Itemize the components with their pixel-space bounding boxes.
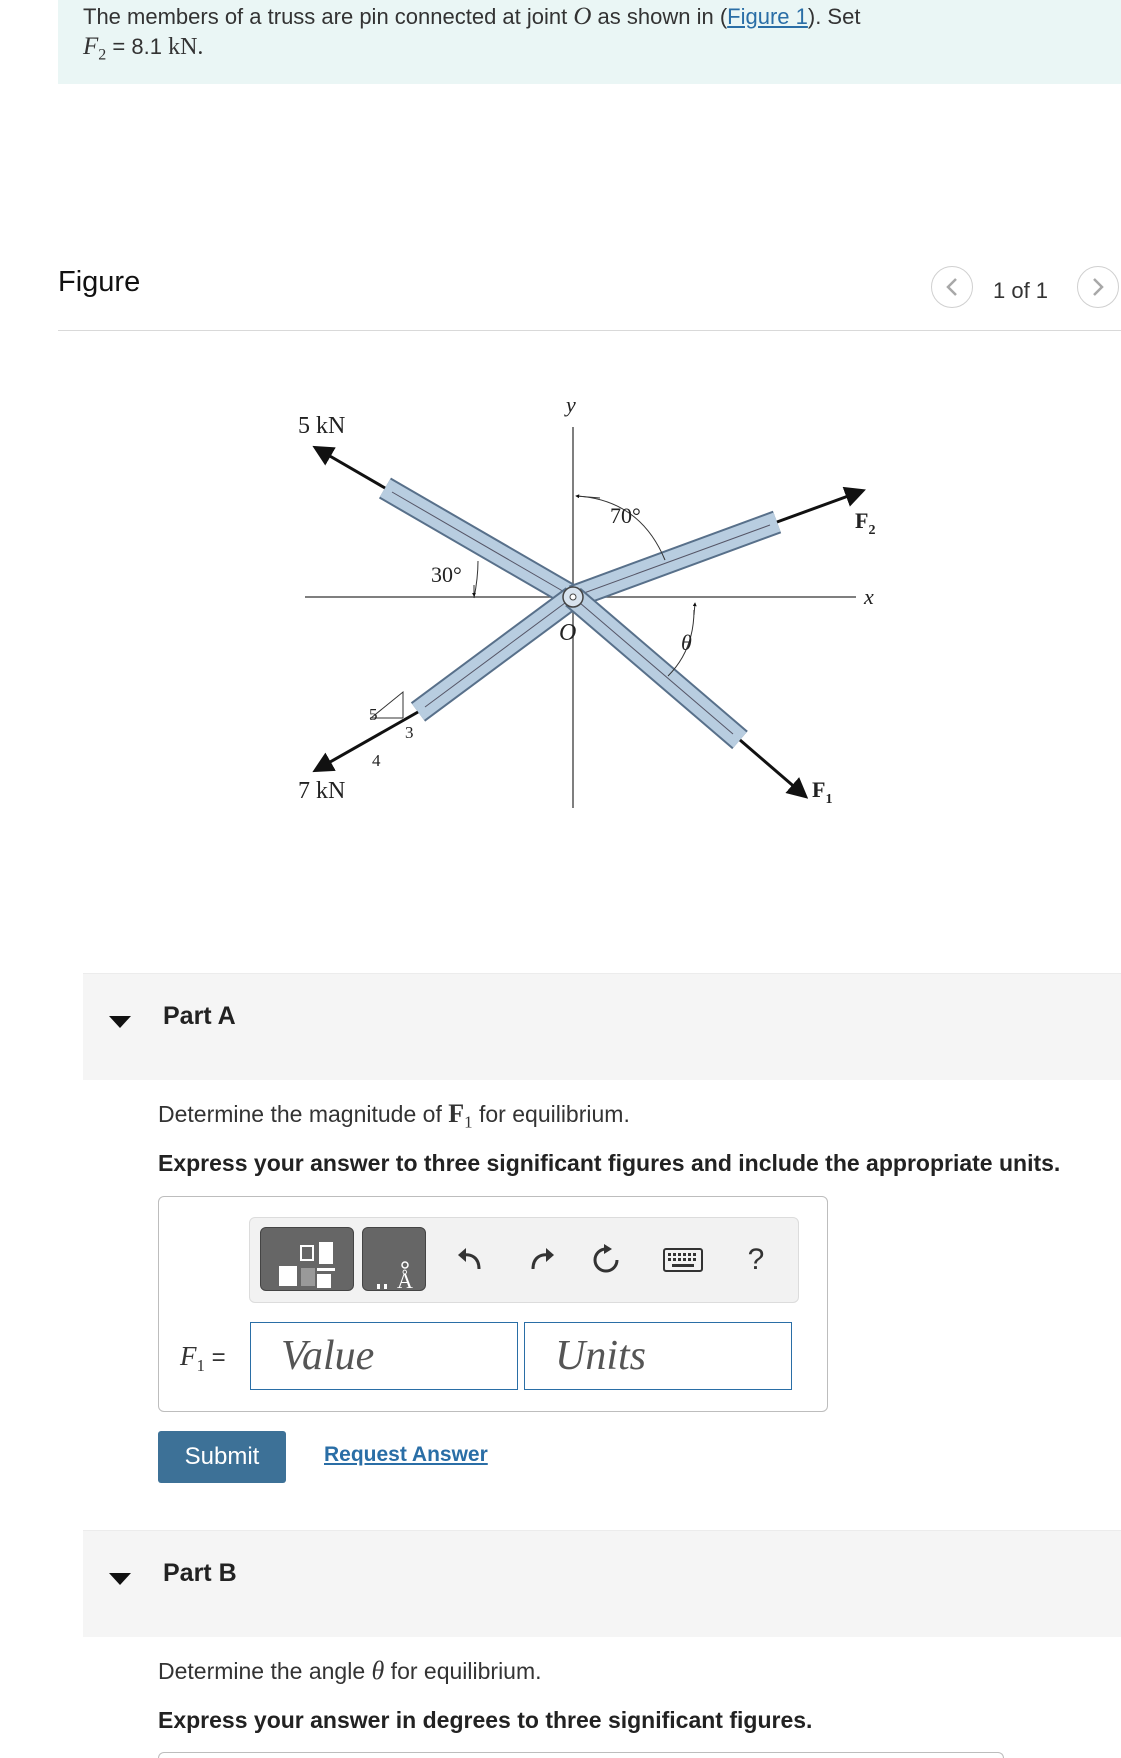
f1-equals: =: [205, 1344, 226, 1371]
theta-symbol: θ: [371, 1656, 385, 1685]
caret-down-icon: [109, 1016, 131, 1028]
member-upper-left: [385, 488, 573, 597]
load-arrow-5kn: [316, 448, 385, 488]
math-toolbar: [249, 1217, 799, 1303]
figure-link[interactable]: Figure 1: [727, 4, 808, 29]
redo-icon[interactable]: [522, 1240, 562, 1280]
f2-symbol: F: [83, 33, 99, 60]
symbols-icon[interactable]: [362, 1227, 426, 1291]
question-text-after: for equilibrium.: [384, 1658, 542, 1684]
label-slope-3: 3: [405, 723, 414, 742]
f1-subscript: 1: [464, 1112, 473, 1132]
force-arrow-f2: [777, 491, 862, 522]
intro-text-mid: as shown in (: [591, 4, 728, 29]
pager-text: 1 of 1: [993, 278, 1049, 303]
units-input[interactable]: Units: [524, 1322, 792, 1390]
f1-var-subscript: 1: [196, 1355, 205, 1375]
symbols-glyph: [363, 1228, 425, 1290]
truss-figure: [280, 380, 900, 820]
next-figure-button[interactable]: [1077, 266, 1119, 308]
part-b-answer-box: [158, 1752, 1004, 1758]
figure-title: Figure: [58, 266, 141, 298]
problem-statement: [58, 0, 1121, 84]
problem-line-1: [83, 2, 1121, 32]
part-b-question: [158, 1656, 542, 1686]
value-input[interactable]: Value: [250, 1322, 518, 1390]
label-slope-5: 5: [369, 705, 378, 724]
chevron-left-icon: [945, 277, 959, 297]
reset-icon[interactable]: [586, 1240, 626, 1280]
f1-var-symbol: F: [180, 1341, 197, 1371]
figure-pager: [931, 266, 1121, 310]
label-theta: θ: [681, 630, 692, 655]
part-b-header[interactable]: [83, 1530, 1121, 1637]
member-upper-right: [573, 522, 777, 597]
templates-glyph: [261, 1228, 353, 1290]
intro-text-after: ). Set: [807, 4, 861, 29]
member-lower-left: [418, 597, 573, 712]
part-b-label: Part B: [163, 1559, 237, 1587]
label-f1: $F_1$: [812, 777, 833, 807]
label-7kn: 7 kN: [298, 778, 346, 804]
part-a-label: Part A: [163, 1002, 236, 1030]
request-answer-link[interactable]: Request Answer: [324, 1443, 488, 1466]
svg-text:Å: Å: [397, 1268, 413, 1290]
f2-subscript: 2: [98, 46, 107, 64]
label-angle-70: 70°: [610, 503, 641, 528]
force-arrow-f1: [740, 740, 805, 796]
question-text: Determine the angle: [158, 1658, 372, 1684]
figure-header: [58, 262, 1121, 331]
part-a-instruction: Express your answer to three significant figures and include the appropriate units.: [158, 1150, 1061, 1176]
label-y-axis: y: [566, 392, 576, 417]
f1-variable-label: [180, 1341, 226, 1376]
f2-equals: = 8.1: [106, 34, 169, 59]
answer-box: [158, 1196, 828, 1412]
problem-line-2: [83, 32, 1121, 70]
label-angle-30: 30°: [431, 562, 462, 587]
part-b-instruction: Express your answer in degrees to three significant figures.: [158, 1707, 813, 1733]
submit-button[interactable]: Submit: [158, 1431, 286, 1483]
question-text: Determine the magnitude of: [158, 1101, 449, 1127]
part-a-header[interactable]: [83, 973, 1121, 1080]
part-a-question: [158, 1099, 630, 1133]
label-x-axis: x: [864, 584, 874, 609]
label-origin: O: [559, 620, 577, 646]
intro-text: The members of a truss are pin connected at joint: [83, 4, 574, 29]
f1-symbol: F: [448, 1099, 465, 1128]
keyboard-icon[interactable]: [662, 1240, 704, 1280]
label-f2: $F_2$: [855, 508, 876, 538]
member-lower-right: [573, 597, 740, 740]
caret-down-icon: [109, 1573, 131, 1585]
help-icon[interactable]: ?: [747, 1243, 765, 1276]
prev-figure-button[interactable]: [931, 266, 973, 308]
label-slope-4: 4: [372, 751, 381, 770]
chevron-right-icon: [1091, 277, 1105, 297]
joint-symbol: O: [573, 3, 592, 30]
label-5kn: 5 kN: [298, 413, 346, 439]
undo-icon[interactable]: [450, 1240, 490, 1280]
load-arrow-7kn: [316, 712, 418, 770]
f2-unit: kN.: [168, 34, 204, 60]
templates-icon[interactable]: [260, 1227, 354, 1291]
question-text-after: for equilibrium.: [472, 1101, 630, 1127]
